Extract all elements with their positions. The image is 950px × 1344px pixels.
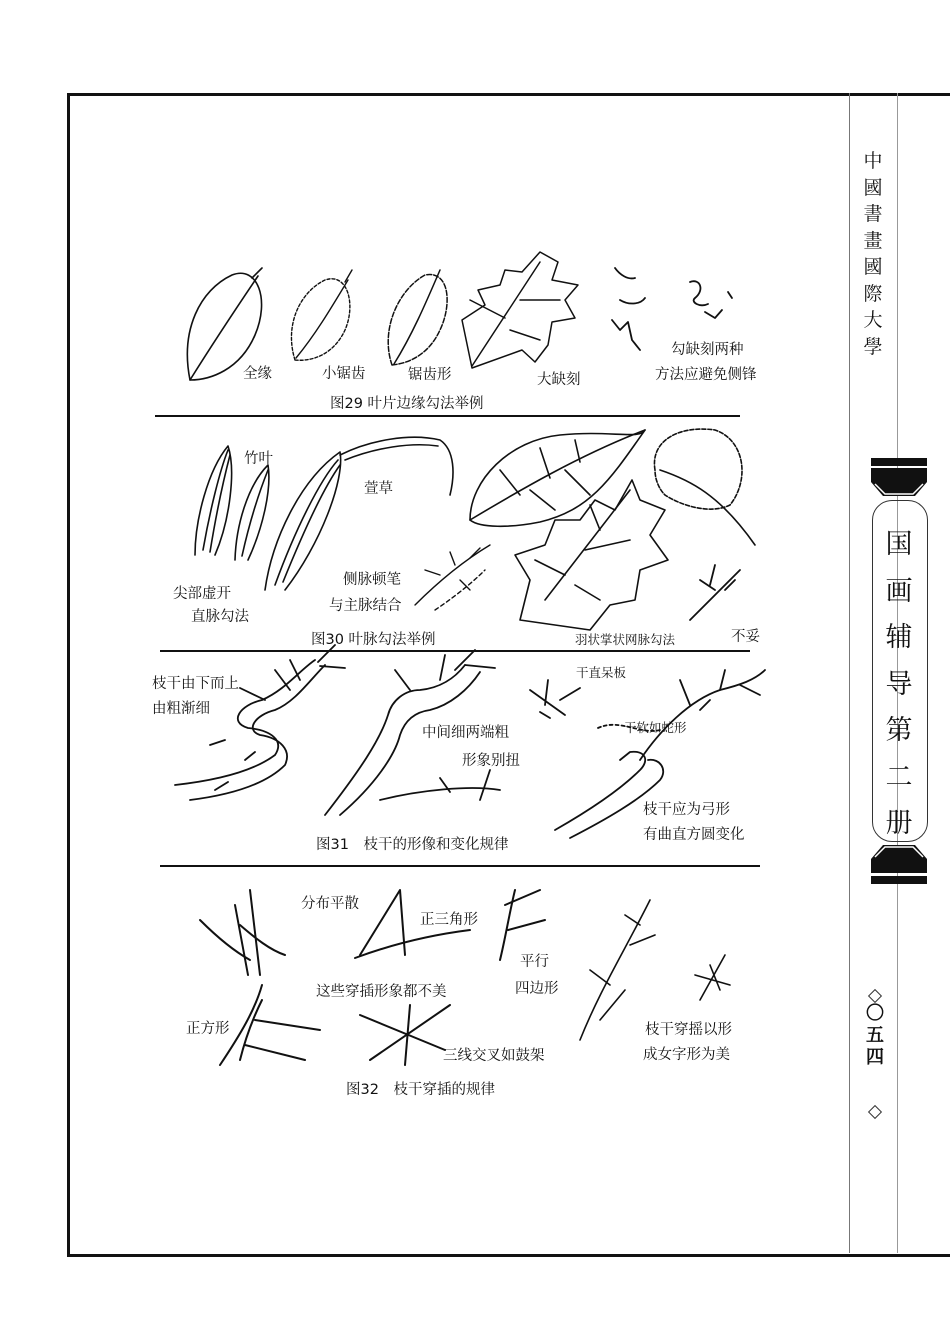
improper-vein-sample-drawing (690, 565, 740, 620)
divider-1 (155, 415, 740, 417)
label-crossing-rule-1: 枝干穿摇以形 (645, 1022, 732, 1038)
label-lobe-note-1: 勾缺刻两种 (671, 342, 744, 358)
series-title: 中 國 書 畫 國 際 大 學 (863, 150, 883, 358)
label-mid-thin: 中间细两端粗 (422, 725, 509, 741)
label-scattered: 分布平散 (301, 896, 359, 912)
label-deep-lobed: 大缺刻 (537, 372, 581, 388)
label-daylily: 萱草 (364, 481, 393, 497)
caption-fig29: 图29 叶片边缘勾法举例 (330, 396, 484, 412)
branch-bottom-up-drawing (175, 645, 345, 800)
label-curve-variation: 有曲直方圆变化 (643, 827, 745, 843)
label-thick-to-thin: 由粗渐细 (152, 701, 210, 717)
label-awkward: 形象别扭 (462, 753, 520, 769)
page-number: 〇 五 四 (866, 1003, 884, 1068)
label-parallel: 平行 (520, 954, 549, 970)
label-straight-vein: 直脉勾法 (191, 609, 249, 625)
label-serrate: 锯齿形 (408, 367, 452, 383)
label-quadrilateral: 四边形 (515, 981, 559, 997)
label-bow-shape: 枝干应为弓形 (643, 802, 730, 818)
label-small-serrate: 小锯齿 (322, 366, 366, 382)
crossing-scattered-drawing (200, 890, 285, 975)
pinnate-net-vein-leaves-drawing (470, 429, 755, 630)
label-crossing-rule-2: 成女字形为美 (643, 1047, 730, 1063)
caption-fig32: 图32 枝干穿插的规律 (346, 1082, 495, 1098)
label-main-vein: 与主脉结合 (329, 598, 402, 614)
leaf-deep-lobed-drawing (462, 252, 578, 368)
label-improper: 不妥 (731, 629, 760, 645)
caption-fig30: 图30 叶脉勾法举例 (311, 632, 436, 648)
label-side-vein: 侧脉顿笔 (343, 572, 401, 588)
book-title: 国 画 辅 导 第 二 册 (885, 529, 913, 839)
label-pinnate-net: 羽状掌状网脉勾法 (575, 632, 676, 647)
label-bamboo-leaf: 竹叶 (244, 451, 273, 467)
label-square: 正方形 (186, 1021, 230, 1037)
crossing-drum-stand-drawing (360, 1005, 450, 1065)
label-not-beautiful: 这些穿插形象都不美 (316, 984, 447, 1000)
side-vein-sample-drawing (415, 545, 490, 610)
caption-fig31: 图31 枝干的形像和变化规律 (316, 837, 509, 853)
label-tip-open: 尖部虚开 (173, 586, 231, 602)
label-lobe-note-2: 方法应避免侧锋 (655, 367, 757, 383)
label-rigid-trunk: 干直呆板 (576, 665, 627, 680)
label-bottom-up: 枝干由下而上 (152, 676, 239, 692)
divider-3 (160, 865, 760, 867)
divider-2 (160, 650, 750, 652)
label-triangle: 正三角形 (420, 912, 478, 928)
bamboo-leaves-drawing (195, 437, 453, 590)
leaf-small-serrate-drawing (291, 270, 352, 360)
crossing-square-drawing (220, 985, 320, 1065)
label-drum-stand: 三线交叉如鼓架 (443, 1048, 545, 1064)
label-entire-margin: 全缘 (243, 366, 272, 382)
label-snake-trunk: 干软如蛇形 (624, 720, 687, 735)
leaf-serrate-drawing (388, 270, 447, 365)
